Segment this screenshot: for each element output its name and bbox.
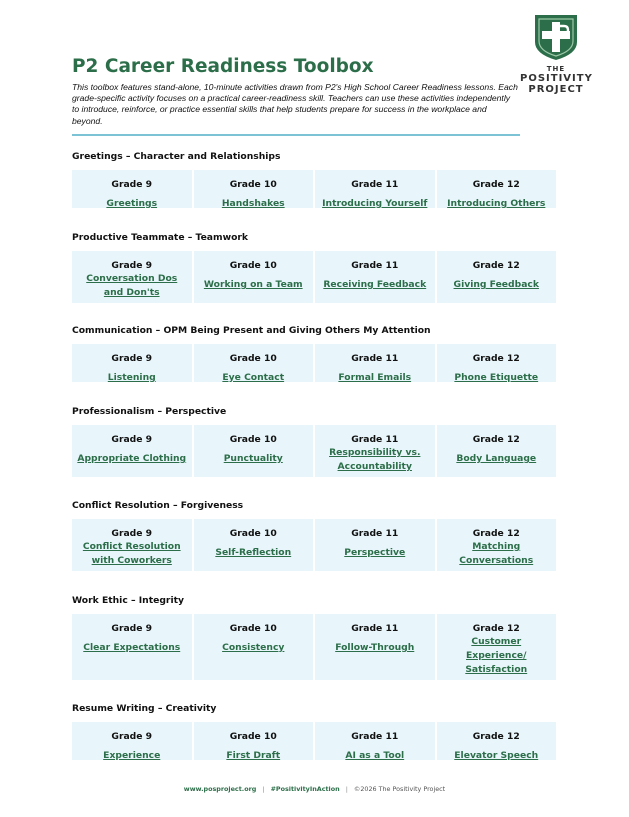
footer-separator: | [262,785,265,793]
activity-link[interactable]: Working on a Team [203,279,303,290]
activity-cell [72,614,192,680]
header-divider [72,134,520,136]
activity-cell [315,614,435,680]
grade-label: Grade 10 [229,528,277,539]
activity-link[interactable]: Matching Conversations [459,541,534,566]
grade-label: Grade 11 [351,623,399,634]
section-heading: Resume Writing – Creativity [72,703,217,714]
activity-cell [437,519,557,571]
activity-link[interactable]: Greetings [106,198,158,209]
activity-link[interactable]: AI as a Tool [345,750,405,761]
activity-cell [437,344,557,382]
grade-label: Grade 12 [472,179,520,190]
activity-cell [72,722,192,760]
activity-cell [437,170,557,208]
grade-label: Grade 10 [229,179,277,190]
activity-link[interactable]: Receiving Feedback [323,279,427,290]
grade-label: Grade 10 [229,731,277,742]
grade-label: Grade 12 [472,260,520,271]
grade-label: Grade 11 [351,528,399,539]
section-heading: Work Ethic – Integrity [72,595,184,606]
grade-label: Grade 12 [472,528,520,539]
hashtag: #PositivityInAction [270,785,340,793]
logo-text-positivity: POSITIVITY [520,73,593,84]
grade-label: Grade 9 [111,434,153,445]
grade-label: Grade 12 [472,434,520,445]
grade-label: Grade 9 [111,260,153,271]
activity-cell [437,722,557,760]
activity-link[interactable]: Responsibility vs. Accountability [329,447,421,472]
activity-cell [437,251,557,303]
activity-grid [72,519,556,571]
website-link[interactable]: www.posproject.org [183,785,257,793]
activity-link[interactable]: First Draft [226,750,281,761]
grade-label: Grade 9 [111,353,153,364]
activity-cell [315,425,435,477]
activity-cell [72,519,192,571]
grade-label: Grade 9 [111,528,153,539]
grade-label: Grade 12 [472,623,520,634]
grade-label: Grade 9 [111,623,153,634]
activity-cell [194,519,314,571]
grade-label: Grade 12 [472,353,520,364]
activity-link[interactable]: Formal Emails [338,372,412,383]
grade-label: Grade 9 [111,731,153,742]
grade-label: Grade 10 [229,623,277,634]
activity-link[interactable]: Appropriate Clothing [77,453,187,464]
section-heading: Professionalism – Perspective [72,406,227,417]
activity-link[interactable]: Clear Expectations [83,642,181,653]
activity-cell [72,344,192,382]
grade-label: Grade 11 [351,260,399,271]
activity-cell [437,614,557,680]
grade-label: Grade 10 [229,260,277,271]
grade-label: Grade 11 [351,353,399,364]
shield-cross-icon [531,12,581,62]
activity-link[interactable]: Handshakes [221,198,285,209]
activity-link[interactable]: Giving Feedback [453,279,539,290]
activity-link[interactable]: Experience [103,750,161,761]
activity-link[interactable]: Conversation Dos and Don'ts [86,273,178,298]
activity-cell [194,344,314,382]
activity-grid [72,614,556,680]
activity-cell [72,425,192,477]
activity-link[interactable]: Follow-Through [335,642,415,653]
activity-grid [72,425,556,477]
activity-cell [194,425,314,477]
footer-separator: | [345,785,348,793]
page-footer [0,785,629,793]
activity-cell [72,170,192,208]
activity-cell [315,251,435,303]
intro-paragraph: This toolbox features stand-alone, 10-minute activities drawn from P2's High School Career Readiness lessons. Each grade-specific activity focuses on a practical career-readiness skill. Teachers can use these activities independently to introduce, reinforce, or practice essential skills that help students prepare for success in the workplace and beyond. [72,82,518,126]
activity-link[interactable]: Consistency [222,642,285,653]
positivity-project-logo [520,12,592,95]
activity-cell [194,251,314,303]
activity-cell [315,519,435,571]
activity-cell [315,722,435,760]
activity-link[interactable]: Elevator Speech [454,750,539,761]
copyright-text: ©2026 The Positivity Project [353,785,446,793]
activity-grid [72,170,556,208]
grade-label: Grade 12 [472,731,520,742]
activity-cell [194,170,314,208]
activity-grid [72,722,556,760]
activity-grid [72,251,556,303]
activity-grid [72,344,556,382]
activity-link[interactable]: Punctuality [223,453,283,464]
activity-link[interactable]: Customer Experience/ Satisfaction [465,636,528,675]
grade-label: Grade 11 [351,434,399,445]
activity-link[interactable]: Perspective [344,547,406,558]
activity-link[interactable]: Self-Reflection [215,547,292,558]
activity-link[interactable]: Conflict Resolution with Coworkers [82,541,181,566]
page-title: P2 Career Readiness Toolbox [72,56,374,77]
activity-link[interactable]: Eye Contact [222,372,285,383]
section-heading: Communication – OPM Being Present and Giving Others My Attention [72,325,431,336]
activity-cell [437,425,557,477]
logo-text-the: THE [546,65,566,73]
activity-link[interactable]: Introducing Others [447,198,546,209]
grade-label: Grade 11 [351,731,399,742]
activity-cell [315,170,435,208]
grade-label: Grade 10 [229,434,277,445]
activity-link[interactable]: Phone Etiquette [454,372,539,383]
section-heading: Productive Teammate – Teamwork [72,232,249,243]
section-heading: Conflict Resolution – Forgiveness [72,500,244,511]
activity-link[interactable]: Listening [107,372,156,383]
activity-link[interactable]: Introducing Yourself [322,198,428,209]
grade-label: Grade 9 [111,179,153,190]
grade-label: Grade 10 [229,353,277,364]
grade-label: Grade 11 [351,179,399,190]
activity-cell [194,722,314,760]
activity-cell [72,251,192,303]
section-heading: Greetings – Character and Relationships [72,151,281,162]
logo-text-project: PROJECT [528,84,584,95]
activity-cell [194,614,314,680]
activity-cell [315,344,435,382]
activity-link[interactable]: Body Language [456,453,537,464]
